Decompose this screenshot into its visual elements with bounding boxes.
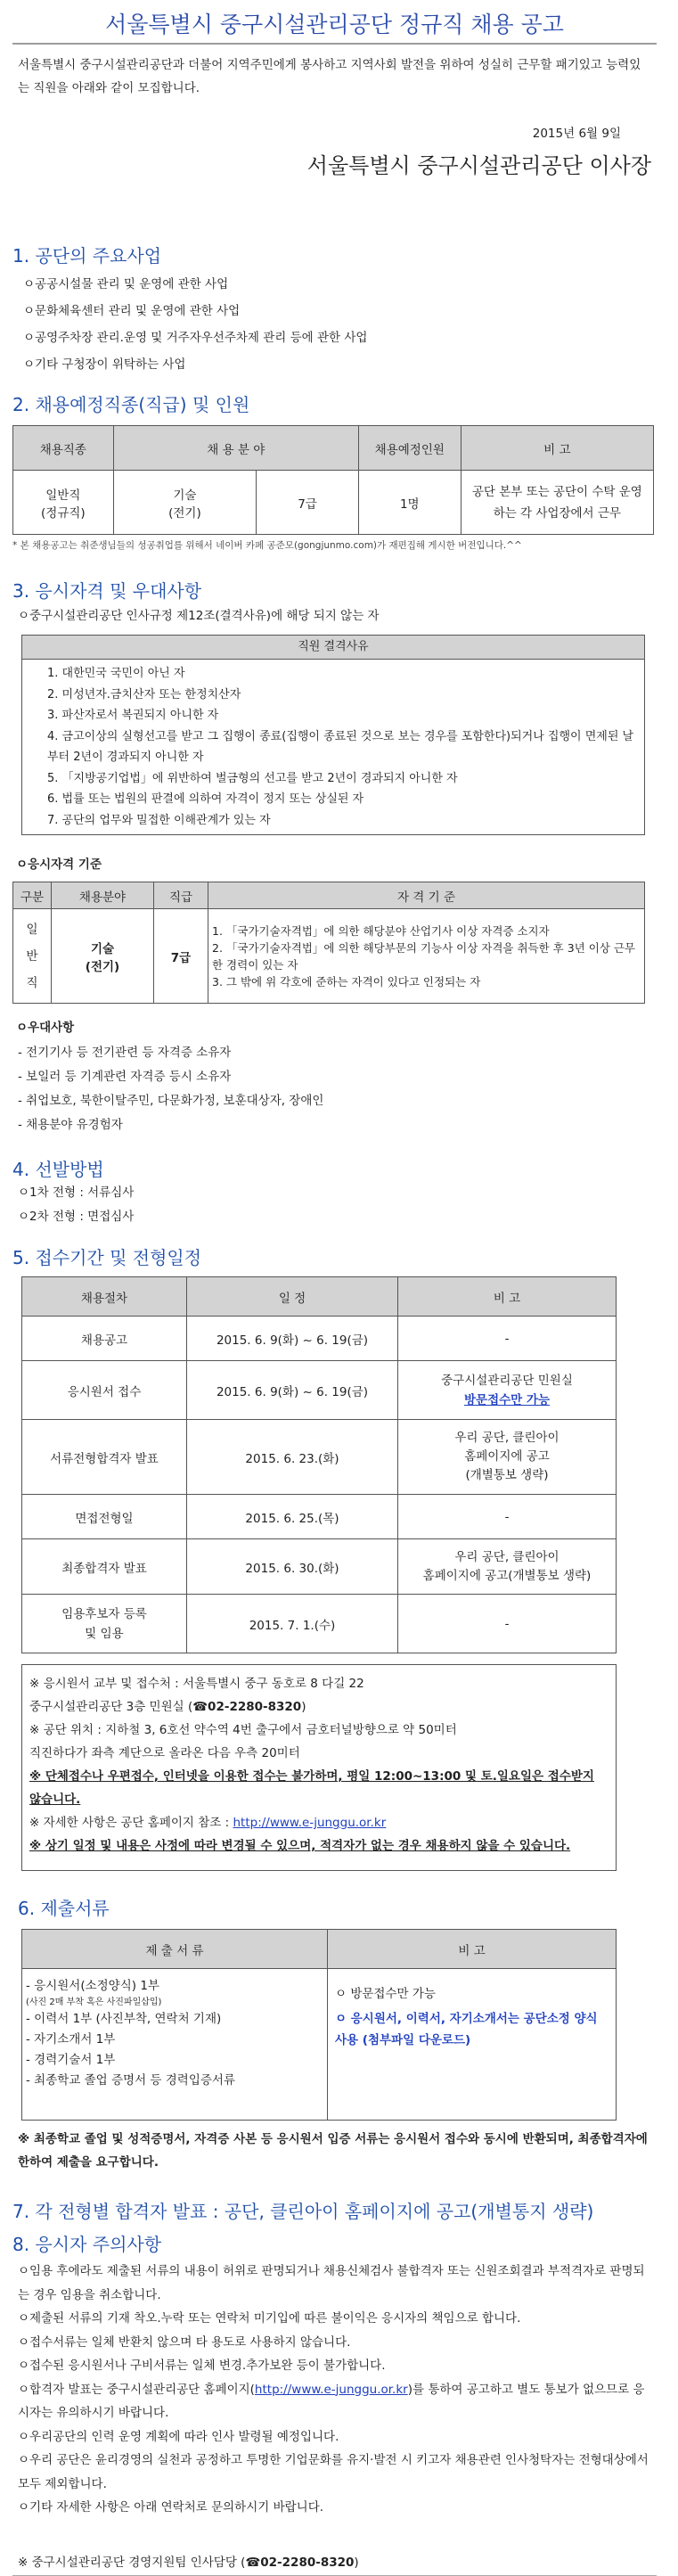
bottom-divider bbox=[12, 2575, 657, 2576]
cell-note: - bbox=[398, 1595, 617, 1653]
list-item: - 취업보호, 북한이탈주민, 다문화가정, 보훈대상자, 장애인 bbox=[18, 1094, 324, 1108]
title-divider bbox=[12, 43, 657, 45]
info-line bbox=[29, 1695, 609, 1719]
notice-date: 2015년 6월 9일 bbox=[532, 127, 621, 141]
doc-item bbox=[26, 1976, 323, 1997]
disqualification-title: 직원 결격사유 bbox=[22, 636, 644, 660]
qualification-heading: ㅇ응시자격 기준 bbox=[16, 857, 102, 872]
cell-grade: 7급 bbox=[154, 909, 208, 1004]
col-header: 채용분야 bbox=[52, 882, 154, 909]
info-text: ※ 자세한 사항은 공단 홈페이지 참조 : bbox=[29, 1816, 233, 1830]
contact-text: ※ 중구시설관리공단 경영지원팀 인사담당 ( bbox=[18, 2555, 246, 2570]
info-line bbox=[29, 1811, 609, 1834]
section-3-heading: 3. 응시자격 및 우대사항 bbox=[12, 580, 202, 602]
table-row bbox=[22, 1420, 617, 1495]
cell-step: 최종합격자 발표 bbox=[22, 1539, 187, 1595]
phone-number: ☎02-2280-8320 bbox=[192, 1700, 302, 1714]
list-item: 7. 공단의 업무와 밀접한 이해관계가 있는 자 bbox=[47, 813, 271, 827]
col-header: 채 용 분 야 bbox=[113, 426, 358, 471]
list-item: 1. 대한민국 국민이 아닌 자 bbox=[47, 667, 185, 680]
cell-step: 서류전형합격자 발표 bbox=[22, 1420, 187, 1495]
cell-date: 2015. 6. 30.(화) bbox=[187, 1539, 398, 1595]
section-6-heading: 6. 제출서류 bbox=[18, 1898, 110, 1919]
col-header: 일 정 bbox=[187, 1277, 398, 1317]
disqualification-box bbox=[21, 635, 645, 835]
schedule-table bbox=[21, 1276, 617, 1653]
item-text: )를 통하여 공고하고 별도 통보가 없으므로 응시자는 유의하시기 바랍니다. bbox=[18, 2382, 645, 2420]
list-item: ㅇ1차 전형 : 서류심사 bbox=[18, 1185, 135, 1200]
list-item: ㅇ우리 공단은 윤리경영의 실천과 공정하고 투명한 기업문화를 유지·발전 시 키고자 채용관련 인사청탁자는 전형대상에서 모두 제외합니다. bbox=[18, 2453, 649, 2491]
cell-note: 우리 공단, 클린아이 홈페이지에 공고(개별통보 생략) bbox=[398, 1539, 617, 1595]
cell-docs bbox=[22, 1969, 328, 2121]
col-header: 직급 bbox=[154, 882, 208, 909]
table-row bbox=[22, 1495, 617, 1539]
list-item: - 보일러 등 기계관련 자격증 등시 소유자 bbox=[18, 1070, 232, 1084]
disqualification-list bbox=[22, 660, 644, 834]
item-text: ㅇ합격자 발표는 중구시설관리공단 홈페이지( bbox=[18, 2382, 255, 2397]
cell-step: 면접전형일 bbox=[22, 1495, 187, 1539]
cell-note: - bbox=[398, 1495, 617, 1539]
preference-heading: ㅇ우대사항 bbox=[16, 1021, 75, 1035]
section-8-heading: 8. 응시자 주의사항 bbox=[12, 2234, 162, 2255]
list-item: 6. 법률 또는 법원의 판결에 의하여 자격이 정지 또는 상실된 자 bbox=[47, 792, 364, 806]
section-3-lead: ㅇ중구시설관리공단 인사규정 제12조(결격사유)에 해당 되지 않는 자 bbox=[18, 609, 380, 623]
list-item: ㅇ문화체육센터 관리 및 운영에 관한 사업 bbox=[23, 304, 241, 318]
cell-type: 일반직 (정규직) bbox=[13, 471, 114, 535]
doc-note-emphasis[interactable]: ㅇ 응시원서, 이력서, 자기소개서는 공단소정 양식 사용 (첨부파일 다운로드) bbox=[335, 2012, 598, 2047]
cell-step: 채용공고 bbox=[22, 1317, 187, 1361]
cell-note: 공단 본부 또는 공단이 수탁 운영하는 각 사업장에서 근무 bbox=[461, 471, 653, 535]
cell-note bbox=[398, 1361, 617, 1420]
col-header: 구분 bbox=[13, 882, 52, 909]
table-footnote: * 본 채용공고는 취준생님들의 성공취업를 위해서 네이버 카페 공준모(gongjunmo.com)가 재편집해 게시한 버전입니다.^^ bbox=[12, 540, 522, 551]
documents-warning: ※ 최종학교 졸업 및 성적증명서, 자격증 사본 등 응시원서 입증 서류는 응시원서 접수와 동시에 반환되며, 최종합격자에 한하여 제출을 요구합니다. bbox=[18, 2132, 648, 2170]
list-item: 3. 파산자로서 복권되지 아니한 자 bbox=[47, 709, 219, 722]
doc-item: - 이력서 1부 (사진부착, 연락처 기재) bbox=[26, 2012, 222, 2026]
page-title: 서울특별시 중구시설관리공단 정규직 채용 공고 bbox=[105, 12, 564, 37]
criteria-item: 3. 그 밖에 위 각호에 준하는 자격이 있다고 인정되는 자 bbox=[212, 974, 481, 989]
list-item: ㅇ우리공단의 인력 운영 계획에 따라 인사 발령될 예정입니다. bbox=[18, 2429, 339, 2444]
cell-date: 2015. 6. 9(화) ~ 6. 19(금) bbox=[187, 1361, 398, 1420]
col-header: 제 출 서 류 bbox=[22, 1930, 328, 1969]
note-text: 중구시설관리공단 민원실 bbox=[441, 1373, 573, 1388]
table-row bbox=[22, 1317, 617, 1361]
info-text: ) bbox=[301, 1700, 306, 1714]
preference-list bbox=[18, 1041, 657, 1137]
info-line: 직진하다가 좌측 계단으로 올라온 다음 우측 20미터 bbox=[29, 1746, 300, 1760]
criteria-item: 2. 「국가기술자격법」에 의한 해당부문의 기능사 이상 자격을 취득한 후 3년 이상 근무한 경력이 있는 자 bbox=[212, 940, 635, 972]
criteria-item: 1. 「국가기술자격법」에 의한 해당분야 산업기사 이상 자격증 소지자 bbox=[212, 923, 550, 938]
contact-line bbox=[18, 2552, 657, 2570]
list-item: ㅇ접수된 응시원서나 구비서류는 일체 변경.추가보완 등이 불가합니다. bbox=[18, 2359, 386, 2373]
cell-step: 임용후보자 등록 및 임용 bbox=[22, 1595, 187, 1653]
list-item: - 채용분야 유경험자 bbox=[18, 1118, 123, 1132]
info-warning: ※ 단체접수나 우편접수, 인터넷을 이용한 접수는 불가하며, 평일 12:00~13:00 및 토.일요일은 접수받지 않습니다. bbox=[29, 1769, 594, 1807]
section-4-list bbox=[18, 1181, 657, 1229]
qualification-table bbox=[12, 882, 645, 1004]
doc-note: ㅇ 방문접수만 가능 bbox=[335, 1987, 436, 2001]
cell-date: 2015. 6. 9(화) ~ 6. 19(금) bbox=[187, 1317, 398, 1361]
list-item: ㅇ2차 전형 : 면접심사 bbox=[18, 1210, 135, 1224]
col-header: 채용절차 bbox=[22, 1277, 187, 1317]
table-row bbox=[22, 1539, 617, 1595]
list-item bbox=[18, 2378, 651, 2425]
documents-table bbox=[21, 1929, 617, 2121]
section-5-heading: 5. 접수기간 및 전형일정 bbox=[12, 1247, 202, 1268]
col-header: 채용직종 bbox=[13, 426, 114, 471]
division-char: 일 bbox=[26, 922, 38, 937]
list-item: 4. 금고이상의 실형선고를 받고 그 집행이 종료(집행이 종료된 것으로 보는 경우를 포함한다)되거나 집행이 면제된 날부터 2년이 경과되지 아니한 자 bbox=[47, 729, 634, 764]
col-header: 자 격 기 준 bbox=[208, 882, 645, 909]
col-header: 비 고 bbox=[328, 1930, 617, 1969]
list-item: 2. 미성년자.금치산자 또는 한정치산자 bbox=[47, 687, 241, 701]
cell-date: 2015. 7. 1.(수) bbox=[187, 1595, 398, 1653]
doc-item: - 경력기술서 1부 bbox=[26, 2053, 116, 2067]
list-item: ㅇ공공시설물 관리 및 운영에 관한 사업 bbox=[23, 277, 229, 291]
cell-field: 기술 (전기) bbox=[52, 909, 154, 1004]
doc-text: - 응시원서(소정양식) 1부 bbox=[26, 1979, 159, 1993]
cell-division bbox=[13, 909, 52, 1004]
homepage-link[interactable]: http://www.e-junggu.or.kr bbox=[254, 2382, 408, 2397]
list-item: ㅇ제출된 서류의 기재 착오.누락 또는 연락처 미기입에 따른 불이익은 응시자의 책임으로 합니다. bbox=[18, 2311, 521, 2326]
list-item: ㅇ기타 자세한 사항은 아래 연락처로 문의하시기 바랍니다. bbox=[18, 2500, 324, 2514]
col-header: 비 고 bbox=[461, 426, 653, 471]
list-item: 5. 「지방공기업법」에 위반하여 벌금형의 선고를 받고 2년이 경과되지 아니한 자 bbox=[47, 771, 458, 785]
cell-field: 기술 (전기) bbox=[113, 471, 256, 535]
signer: 서울특별시 중구시설관리공단 이사장 bbox=[306, 153, 651, 178]
cell-grade: 7급 bbox=[257, 471, 359, 535]
info-text: 중구시설관리공단 3층 민원실 ( bbox=[29, 1700, 193, 1714]
cell-note: - bbox=[398, 1317, 617, 1361]
position-table bbox=[12, 425, 654, 535]
doc-item: - 최종학교 졸업 증명서 등 경력입증서류 bbox=[26, 2073, 235, 2088]
cell-note: 우리 공단, 클린아이 홈페이지에 공고 (개별통보 생략) bbox=[398, 1420, 617, 1495]
list-item: ㅇ기타 구청장이 위탁하는 사업 bbox=[23, 357, 186, 372]
list-item: ㅇ접수서류는 일체 반환치 않으며 타 용도로 사용하지 않습니다. bbox=[18, 2334, 351, 2350]
table-row bbox=[22, 1595, 617, 1653]
division-char: 직 bbox=[26, 975, 38, 990]
info-line: ※ 공단 위치 : 지하철 3, 6호선 약수역 4번 출구에서 금호터널방향으로 약 50미터 bbox=[29, 1723, 457, 1737]
division-char: 반 bbox=[26, 948, 38, 964]
col-header: 채용예정인원 bbox=[358, 426, 461, 471]
info-warning: ※ 상기 일정 및 내용은 사정에 따라 변경될 수 있으며, 적격자가 없는 경우 채용하지 않을 수 있습니다. bbox=[29, 1839, 571, 1853]
intro-text: 서울특별시 중구시설관리공단과 더불어 지역주민에게 봉사하고 지역사회 발전을 위하여 성실히 근무할 패기있고 능력있는 직원을 아래와 같이 모집합니다. bbox=[18, 58, 641, 95]
cell-doc-notes bbox=[328, 1969, 617, 2121]
col-header: 비 고 bbox=[398, 1277, 617, 1317]
note-emphasis: 방문접수만 가능 bbox=[464, 1392, 550, 1407]
application-info-box bbox=[21, 1664, 617, 1871]
contact-text: ) bbox=[354, 2555, 359, 2570]
list-item: - 전기기사 등 전기관련 등 자격증 소유자 bbox=[18, 1046, 232, 1060]
section-1-list bbox=[23, 271, 657, 378]
section-1-heading: 1. 공단의 주요사업 bbox=[12, 245, 162, 267]
list-item: ㅇ공영주차장 관리.운영 및 거주자우선주차제 관리 등에 관한 사업 bbox=[23, 331, 368, 345]
section-4-heading: 4. 선발방법 bbox=[12, 1159, 104, 1180]
table-row bbox=[22, 1361, 617, 1420]
cell-date: 2015. 6. 25.(목) bbox=[187, 1495, 398, 1539]
section-2-heading: 2. 채용예정직종(직급) 및 인원 bbox=[12, 394, 250, 415]
info-line: ※ 응시원서 교부 및 접수처 : 서울특별시 중구 동호로 8 다길 22 bbox=[29, 1677, 364, 1691]
section-7-heading: 7. 각 전형별 합격자 발표 : 공단, 클린아이 홈페이지에 공고(개별통지 생략) bbox=[12, 2201, 594, 2222]
cell-step: 응시원서 접수 bbox=[22, 1361, 187, 1420]
section-8-list bbox=[18, 2260, 651, 2520]
phone-number: ☎02-2280-8320 bbox=[245, 2555, 355, 2570]
homepage-link[interactable]: http://www.e-junggu.or.kr bbox=[233, 1816, 387, 1830]
cell-count: 1명 bbox=[358, 471, 461, 535]
doc-item: (사진 2매 부착 혹은 사진파일삽입) bbox=[26, 1998, 162, 2007]
list-item: ㅇ임용 후에라도 제출된 서류의 내용이 허위로 판명되거나 채용신체검사 불합격자 또는 신원조회결과 부적격자로 판명되는 경우 임용을 취소합니다. bbox=[18, 2264, 645, 2302]
doc-item: - 자기소개서 1부 bbox=[26, 2032, 116, 2047]
cell-criteria bbox=[208, 909, 645, 1004]
cell-date: 2015. 6. 23.(화) bbox=[187, 1420, 398, 1495]
